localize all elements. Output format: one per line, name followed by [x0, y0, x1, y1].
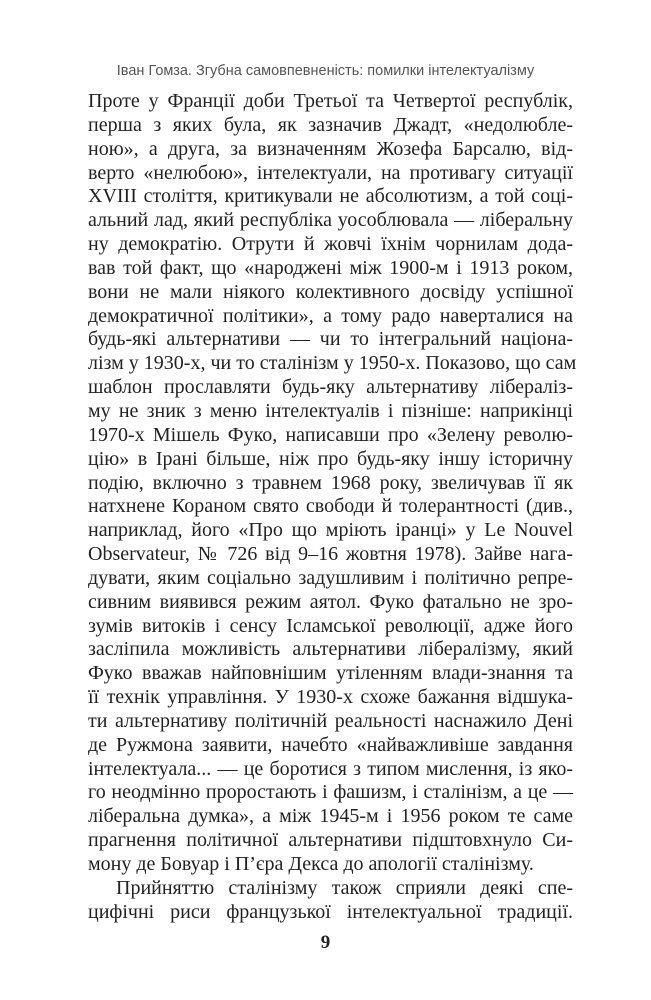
text-line: де Ружмона заявити, начебто «найважливіше завдання [88, 733, 573, 756]
text-line: наприклад, його «Про що мріють іранці» у Le Nouvel [88, 519, 573, 542]
text-line: 1970-х Мішель Фуко, написавши про «Зелену револю- [88, 423, 573, 446]
text-line: натхнене Кораном свято свободи й толерантності (див., [88, 495, 573, 518]
page-number: 9 [320, 932, 331, 953]
text-line: Фуко вважав найповнішим утіленням влади-знання та [88, 662, 573, 685]
text-line: верто «нелюбою», інтелектуали, на противагу ситуації [88, 161, 573, 184]
text-line: інтелектуала... — це боротися з типом мислення, із яко- [88, 757, 573, 780]
text-line: вав той факт, що «народжені між 1900-м і 1913 роком, [88, 256, 573, 279]
text-line: цифічні риси французької інтелектуальної традиції. [88, 900, 573, 923]
text-line: Прийняттю сталінізму також сприяли деякі спе- [116, 876, 573, 899]
text-line: подію, включно з травнем 1968 року, звеличував її як [88, 471, 573, 494]
text-line: цію» в Ірані більше, ніж про будь-яку іншу історичну [88, 447, 573, 470]
text-line: сивним виявився режим аятол. Фуко фатально не зро- [88, 590, 573, 613]
text-line: перша з яких була, як зазначив Джадт, «недолюбле- [88, 113, 573, 136]
text-line: ліберальна думка», а між 1945-м і 1956 роком те саме [88, 805, 573, 828]
running-header: Іван Гомза. Згубна самовпевненість: помилки інтелектуалізму [116, 63, 535, 79]
text-line: прагнення політичної альтернативи підштовхнуло Си- [88, 829, 573, 852]
text-line: дувати, яким соціально задушливим і політично репре- [88, 566, 573, 589]
text-line: Проте у Франції доби Третьої та Четвертої республік, [88, 90, 573, 112]
text-line: ною», а друга, за визначенням Жозефа Барсалю, від- [88, 137, 573, 160]
text-line: го неодмінно проростають і фашизм, і сталінізм, а це — [88, 781, 573, 804]
text-line: XVIII століття, критикували не абсолютизм, а той соці- [88, 185, 573, 208]
text-line: вони не мали ніякого колективного досвіду успішної [88, 280, 573, 303]
body-text [88, 90, 577, 925]
text-line: ти альтернативу політичній реальності наснажило Дені [88, 709, 573, 732]
text-line: засліпила можливість альтернативи лібералізму, який [88, 638, 573, 661]
text-line: мону де Бовуар і П’єра Декса до апології сталінізму. [88, 853, 534, 875]
text-line: шаблон прославляти будь-яку альтернативу ліберaліз- [88, 376, 573, 399]
text-line: ну демократію. Отрути й жовчі їхнім чорнилам дода- [88, 233, 573, 256]
text-line: демократичної політики», а тому радо наверталися на [88, 304, 573, 327]
text-line: зумів витоків і сенсу Ісламської революції, адже його [88, 614, 573, 637]
text-line: будь-які альтернативи — чи то інтегральний націона- [88, 328, 573, 351]
text-line: лізм у 1930-х, чи то сталінізм у 1950-х. Показово, що сам [88, 352, 577, 375]
text-line: її технік управління. У 1930-х схоже бажання відшука- [88, 686, 573, 709]
text-line: му не зник з меню інтелектуалів і пізніше: наприкінці [88, 399, 573, 422]
text-line: Observateur, № 726 від 9–16 жовтня 1978). Зайве нага- [88, 543, 573, 566]
text-line: альний лад, який республіка уособлювала — ліберальну [88, 209, 573, 232]
